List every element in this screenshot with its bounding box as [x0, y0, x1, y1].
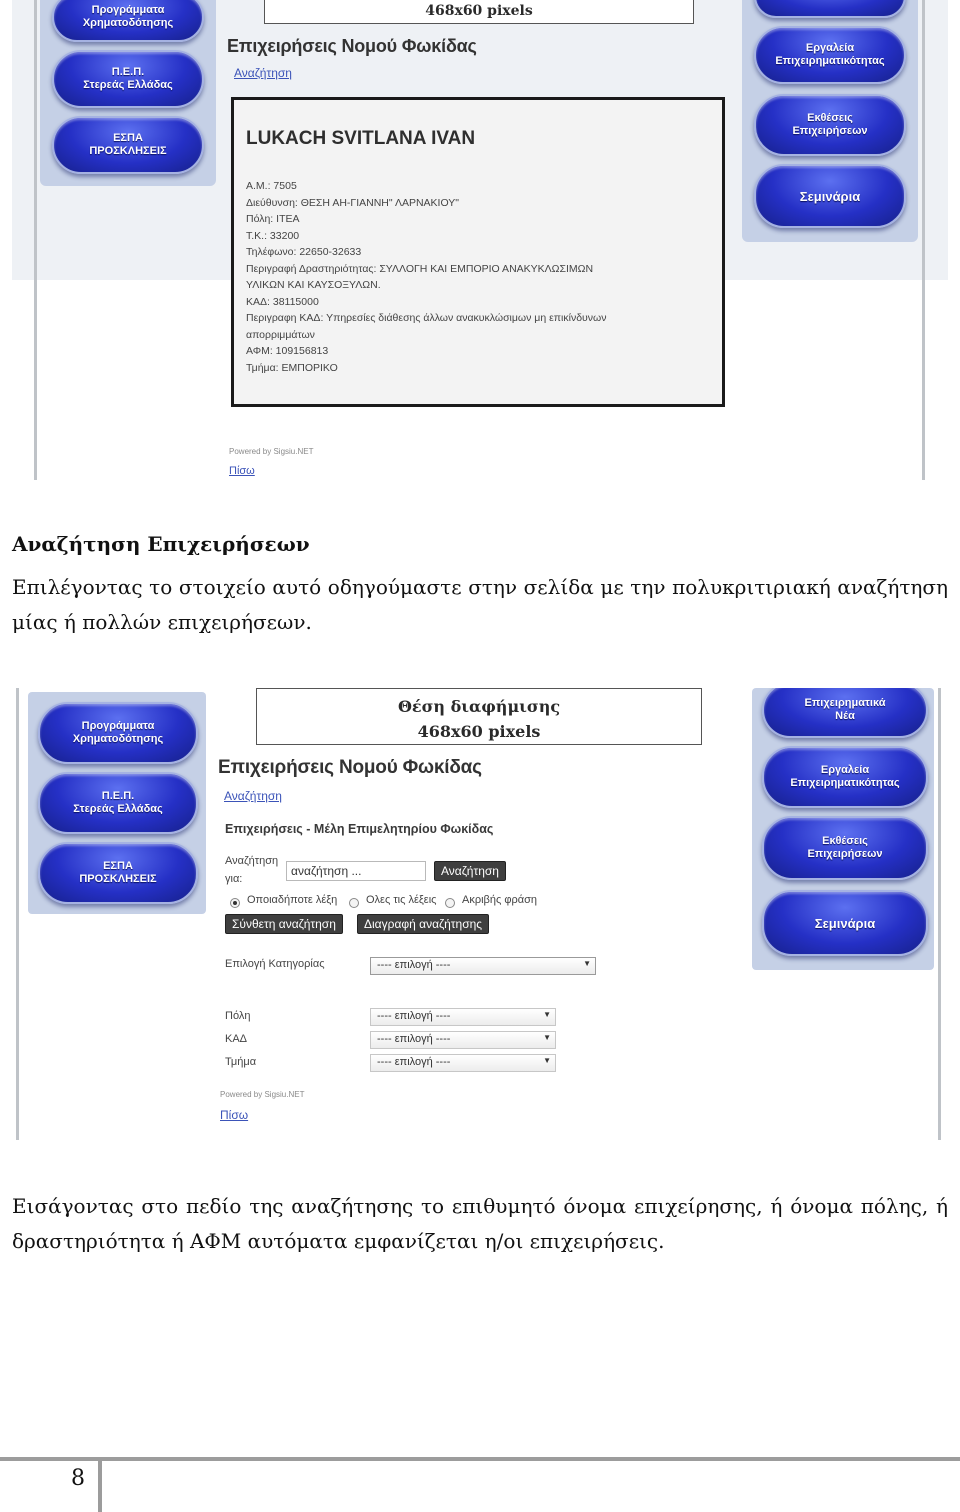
- nav-label: ΕΣΠΑ ΠΡΟΣΚΛΗΣΕΙΣ: [89, 132, 167, 157]
- nav-button-exhibitions[interactable]: [754, 94, 906, 156]
- business-activity-cont: ΥΛΙΚΩΝ ΚΑΙ ΚΑΥΣΟΞΥΛΩΝ.: [246, 279, 381, 291]
- nav-label: Π.Ε.Π. Στερεάς Ελλάδας: [73, 790, 163, 815]
- nav-button-tools[interactable]: [762, 746, 928, 808]
- nav-button-seminars[interactable]: [754, 164, 906, 228]
- section-title: Επιχειρήσεις - Μέλη Επιμελητηρίου Φωκίδας: [225, 822, 494, 836]
- kad-select[interactable]: [370, 1031, 556, 1049]
- nav-button-news[interactable]: [762, 688, 928, 738]
- nav-button-espa[interactable]: [52, 116, 204, 174]
- radio-any-label: Οποιαδήποτε λέξη: [247, 894, 338, 906]
- business-phone: Τηλέφωνο: 22650-32633: [246, 246, 362, 258]
- site-title: Επιχειρήσεις Νομού Φωκίδας: [218, 757, 482, 778]
- ad-text: 468x60 pixels: [425, 3, 533, 19]
- left-nav-panel: [40, 0, 216, 186]
- screenshot-business-detail: [12, 0, 948, 480]
- ad-size: 468x60 pixels: [417, 722, 541, 741]
- back-link[interactable]: Πίσω: [220, 1108, 249, 1122]
- nav-button-pep[interactable]: [52, 50, 204, 108]
- search-label-for: για:: [225, 873, 243, 885]
- business-kad-desc-cont: απορριμμάτων: [246, 328, 315, 341]
- search-link[interactable]: Αναζήτηση: [224, 789, 282, 803]
- paragraph-intro: Επιλέγοντας το στοιχείο αυτό οδηγούμαστε στην σελίδα με την πολυκριτιριακή αναζήτηση μίας ή πολλών επιχειρήσεων.: [12, 575, 948, 634]
- page-border-left: [16, 688, 19, 1140]
- category-value: ---- επιλογή ----: [377, 959, 451, 971]
- nav-button-exhibitions[interactable]: [762, 816, 928, 880]
- city-label: Πόλη: [225, 1010, 251, 1022]
- search-link[interactable]: Αναζήτηση: [234, 66, 292, 80]
- radio-exact-label: Ακριβής φράση: [462, 894, 537, 906]
- category-select[interactable]: [370, 957, 596, 975]
- page-number: 8: [71, 1466, 85, 1491]
- advanced-search-button[interactable]: Σύνθετη αναζήτηση: [225, 914, 343, 934]
- nav-label: Εκθέσεις Επιχειρήσεων: [807, 835, 883, 860]
- nav-label: Σεμινάρια: [799, 188, 861, 204]
- page-border-right: [922, 0, 925, 480]
- nav-button-funding[interactable]: [52, 0, 204, 42]
- nav-button-tools[interactable]: [754, 26, 906, 84]
- business-kad-desc: Περιγραφη ΚΑΔ: Υπηρεσίες διάθεσης άλλων ανακυκλώσιμων μη επικίνδυνων: [246, 312, 607, 324]
- right-nav-panel: [752, 688, 934, 970]
- business-activity: Περιγραφή Δραστηριότητας: ΣΥΛΛΟΓΗ ΚΑΙ ΕΜΠΟΡΙΟ ΑΝΑΚΥΚΛΩΣΙΜΩΝ: [246, 262, 594, 275]
- business-am: Α.Μ.: 7505: [246, 180, 297, 192]
- nav-button-espa[interactable]: [38, 842, 198, 904]
- kad-value: ---- επιλογή ----: [377, 1033, 451, 1045]
- kad-label: ΚΑΔ: [225, 1033, 248, 1045]
- nav-label: Εργαλεία Επιχειρηματικότητας: [775, 42, 885, 67]
- department-select[interactable]: [370, 1054, 556, 1072]
- search-input[interactable]: αναζήτηση ...: [286, 861, 426, 881]
- radio-any-word[interactable]: [230, 898, 240, 908]
- nav-label: Προγράμματα Χρηματοδότησης: [72, 720, 164, 745]
- nav-label: Εκθέσεις Επιχειρήσεων: [792, 112, 868, 137]
- nav-label: Π.Ε.Π. Στερεάς Ελλάδας: [83, 66, 173, 91]
- page-border-right: [938, 688, 941, 1140]
- nav-button-funding[interactable]: [38, 702, 198, 764]
- business-card: [231, 97, 725, 407]
- screenshot-search-page: [12, 688, 948, 1140]
- business-kad: ΚΑΔ: 38115000: [246, 295, 319, 308]
- business-department: Τμήμα: ΕΜΠΟΡΙΚΟ: [246, 361, 338, 374]
- ad-banner[interactable]: [264, 0, 694, 24]
- nav-label: Προγράμματα Χρηματοδότησης: [82, 4, 174, 29]
- left-nav-panel: [28, 692, 206, 914]
- category-label: Επιλογή Κατηγορίας: [225, 958, 325, 970]
- department-value: ---- επιλογή ----: [377, 1056, 451, 1068]
- chevron-down-icon: ▼: [543, 1033, 551, 1042]
- nav-label: ΕΣΠΑ ΠΡΟΣΚΛΗΣΕΙΣ: [79, 860, 157, 885]
- powered-by: Powered by Sigsiu.NET: [220, 1090, 305, 1099]
- right-nav-panel: [742, 0, 918, 242]
- ad-title: Θέση διαφήμισης: [397, 697, 561, 716]
- city-select[interactable]: [370, 1008, 556, 1026]
- chevron-down-icon: ▼: [583, 959, 591, 968]
- radio-all-words[interactable]: [349, 898, 359, 908]
- ad-banner[interactable]: [256, 688, 702, 745]
- back-link[interactable]: Πίσω: [229, 465, 255, 477]
- chevron-down-icon: ▼: [543, 1010, 551, 1019]
- department-label: Τμήμα: [225, 1056, 257, 1068]
- clear-search-button[interactable]: Διαγραφή αναζήτησης: [357, 914, 489, 934]
- search-label: Αναζήτηση: [225, 855, 279, 867]
- nav-label: Σεμινάρια: [814, 915, 876, 931]
- page-border-left: [34, 0, 37, 480]
- nav-button-top-cut[interactable]: [754, 0, 906, 18]
- business-name: LUKACH SVITLANA IVAN: [246, 128, 476, 149]
- nav-label: Εργαλεία Επιχειρηματικότητας: [790, 764, 900, 789]
- search-button[interactable]: Αναζήτηση: [434, 861, 506, 881]
- footer-divider: [98, 1459, 102, 1512]
- nav-button-pep[interactable]: [38, 772, 198, 834]
- business-postal-code: Τ.Κ.: 33200: [246, 229, 300, 242]
- chevron-down-icon: ▼: [543, 1056, 551, 1065]
- paragraph-search-description: Εισάγοντας στο πεδίο της αναζήτησης το επιθυμητό όνομα επιχείρησης, ή όνομα πόλης, ή δραστηριότητα ή ΑΦΜ αυτόματα εμφανίζεται η/οι επιχειρήσεις.: [12, 1194, 948, 1253]
- business-address: Διεύθυνση: ΘΕΣΗ ΑΗ-ΓΙΑΝΝΗ" ΛΑΡΝΑΚΙΟΥ": [246, 196, 460, 209]
- powered-by: Powered by Sigsiu.NET: [229, 447, 314, 456]
- radio-exact-phrase[interactable]: [445, 898, 455, 908]
- city-value: ---- επιλογή ----: [377, 1010, 451, 1022]
- nav-button-seminars[interactable]: [762, 890, 928, 956]
- site-title: Επιχειρήσεις Νομού Φωκίδας: [227, 36, 477, 56]
- footer-rule: [0, 1457, 960, 1461]
- section-heading: Αναζήτηση Επιχειρήσεων: [12, 532, 310, 556]
- business-city: Πόλη: ΙΤΕΑ: [246, 213, 300, 225]
- nav-label: Επιχειρηματικά Νέα: [804, 697, 886, 722]
- radio-all-label: Ολες τις λέξεις: [366, 894, 437, 906]
- business-afm: ΑΦΜ: 109156813: [246, 345, 329, 357]
